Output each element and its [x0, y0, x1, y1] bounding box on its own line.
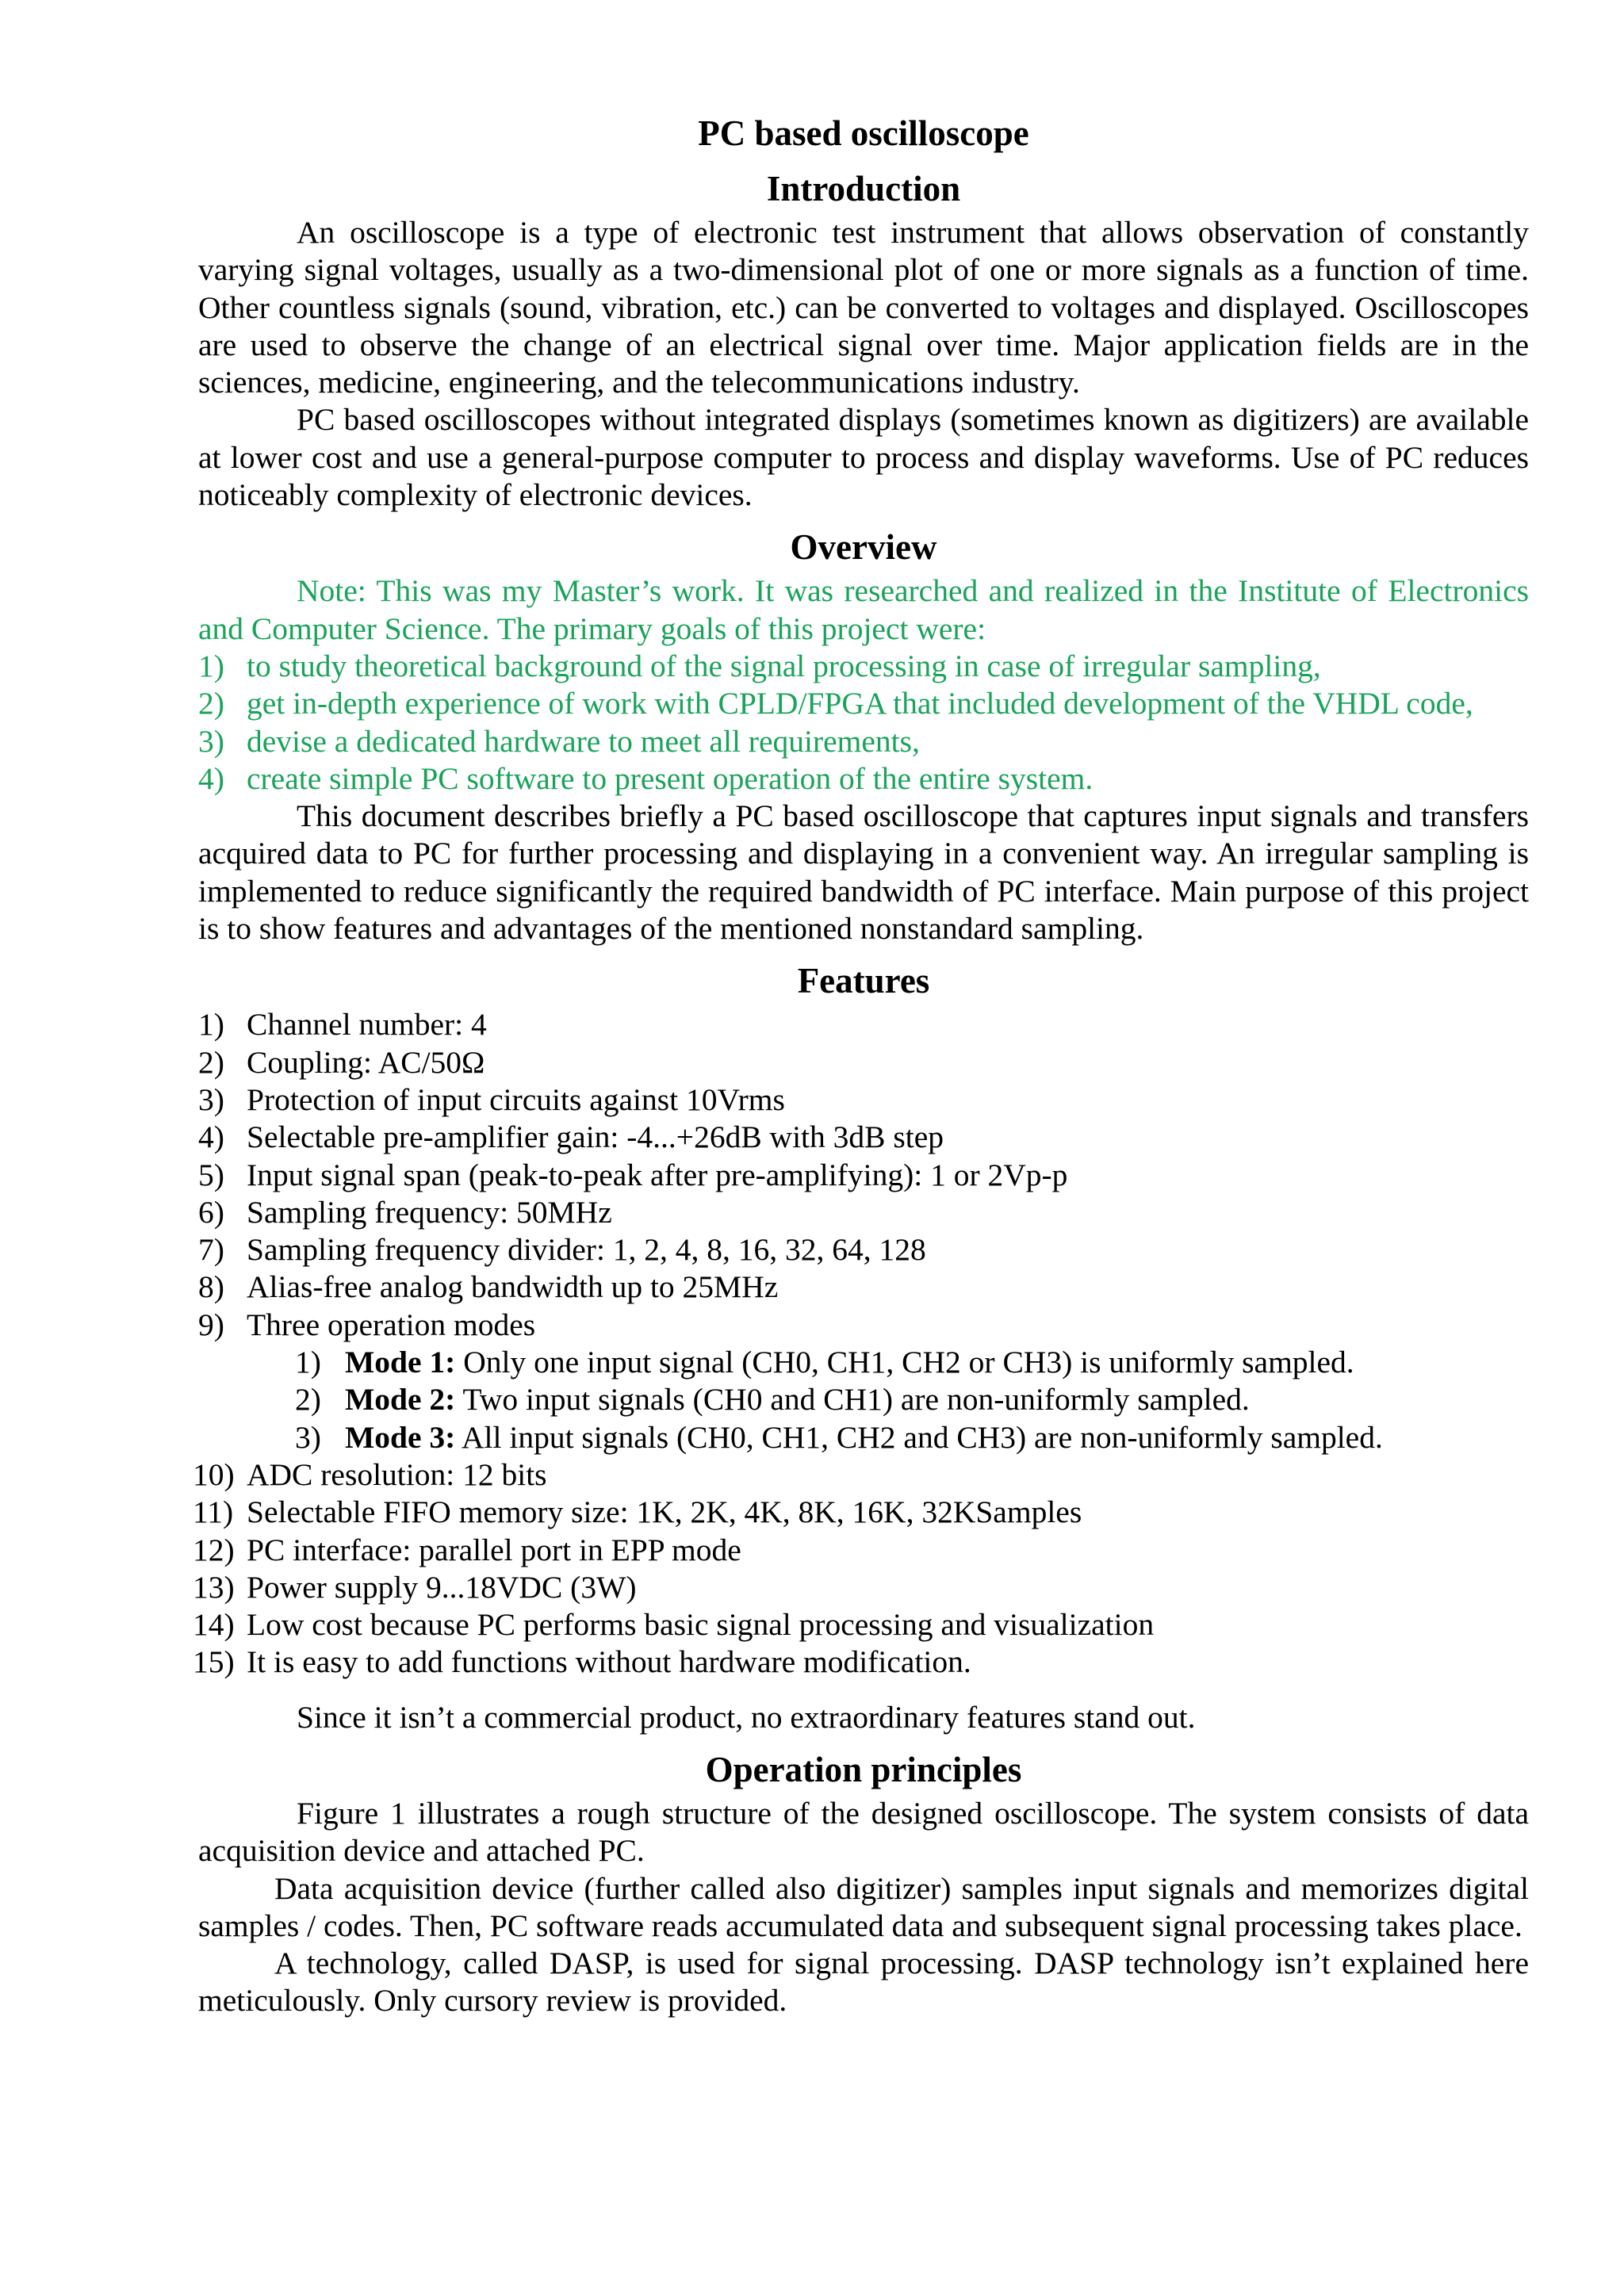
list-item: 9) Three operation modes 1) Mode 1: Only one input signal (CH0, CH1, CH2 or CH3) is uniformly sampled. 2) Mode 2: Two input signals (CH0 and CH1) are non-uniformly sampled. 3) Mode 3: All input signals (CH0, CH1, CH2 and CH3) are non-uniformly sampled.: [198, 1307, 1529, 1456]
operation-paragraph-2: Data acquisition device (further called also digitizer) samples input signals and memorizes digital samples / codes. Then, PC software reads accumulated data and subsequent signal processing takes place.: [198, 1870, 1529, 1943]
list-item: 11) Selectable FIFO memory size: 1K, 2K, 4K, 8K, 16K, 32KSamples: [193, 1494, 1082, 1530]
list-item: 2) Mode 2: Two input signals (CH0 and CH1) are non-uniformly sampled.: [295, 1382, 1250, 1418]
operation-modes-list: [247, 1344, 1529, 1456]
heading-overview: Overview: [790, 527, 937, 568]
intro-paragraph-2: PC based oscilloscopes without integrated displays (sometimes known as digitizers) are available at lower cost and use a general-purpose computer to process and display waveforms. Use of PC reduces noticeably complexity of electronic devices.: [198, 402, 1529, 513]
list-item: 2) Coupling: AC/50Ω: [198, 1044, 485, 1080]
list-item: 1) to study theoretical background of the signal processing in case of irregular sampling,: [198, 648, 1321, 683]
list-item: 1) Mode 1: Only one input signal (CH0, CH1, CH2 or CH3) is uniformly sampled.: [295, 1345, 1354, 1380]
list-item: 3) Mode 3: All input signals (CH0, CH1, CH2 and CH3) are non-uniformly sampled.: [295, 1419, 1383, 1455]
list-item: 5) Input signal span (peak-to-peak after pre-amplifying): 1 or 2Vp-p: [198, 1157, 1068, 1192]
list-item: 12) PC interface: parallel port in EPP mode: [193, 1532, 741, 1567]
note-paragraph: Note: This was my Master’s work. It was researched and realized in the Institute of Electronics and Computer Science. The primary goals of this project were:: [198, 573, 1529, 646]
list-item: 1) Channel number: 4: [198, 1007, 487, 1043]
heading-features: Features: [797, 961, 930, 1001]
list-item: 4) create simple PC software to present operation of the entire system.: [198, 760, 1094, 796]
list-item: 4) Selectable pre-amplifier gain: -4...+26dB with 3dB step: [198, 1119, 944, 1155]
spacer: [198, 1682, 1529, 1699]
intro-paragraph-1: An oscilloscope is a type of electronic test instrument that allows observation of constantly varying signal voltages, usually as a two-dimensional plot of one or more signals as a function of time. Other countless signals (sound, vibration, etc.) can be converted to voltages and displayed. Oscilloscopes are used to observe the change of an electrical signal over time. Major application fields are in the sciences, medicine, engineering, and the telecommunications industry.: [198, 215, 1529, 400]
list-item: 13) Power supply 9...18VDC (3W): [193, 1569, 637, 1605]
list-item: 6) Sampling frequency: 50MHz: [198, 1194, 612, 1230]
list-item: 15) It is easy to add functions without hardware modification.: [193, 1644, 971, 1680]
list-item: 7) Sampling frequency divider: 1, 2, 4, 8, 16, 32, 64, 128: [198, 1232, 926, 1268]
features-closing-paragraph: Since it isn’t a commercial product, no extraordinary features stand out.: [297, 1699, 1196, 1735]
master-work-note: [198, 572, 1529, 798]
features-list: [198, 1006, 1529, 1456]
list-item: 3) Protection of input circuits against 10Vrms: [198, 1081, 785, 1117]
list-item: 10) ADC resolution: 12 bits: [193, 1456, 547, 1492]
operation-paragraph-1: Figure 1 illustrates a rough structure of the designed oscilloscope. The system consists of data acquisition device and attached PC.: [198, 1795, 1529, 1869]
list-item: 2) get in-depth experience of work with CPLD/FPGA that included development of the VHDL code,: [198, 686, 1473, 721]
goals-list: [198, 648, 1529, 798]
document-page: [193, 111, 1529, 2020]
features-list-continued: [193, 1456, 1529, 1682]
heading-introduction: Introduction: [766, 169, 961, 209]
heading-operation-principles: Operation principles: [705, 1749, 1022, 1789]
list-item: 14) Low cost because PC performs basic signal processing and visualization: [193, 1607, 1155, 1643]
list-item: 8) Alias-free analog bandwidth up to 25MHz: [198, 1269, 779, 1305]
overview-paragraph: This document describes briefly a PC based oscilloscope that captures input signals and transfers acquired data to PC for further processing and displaying in a convenient way. An irregular sampling is implemented to reduce significantly the required bandwidth of PC interface. Main purpose of this project is to show features and advantages of the mentioned nonstandard sampling.: [198, 798, 1529, 947]
list-item: 3) devise a dedicated hardware to meet all requirements,: [198, 723, 920, 759]
operation-paragraph-3: A technology, called DASP, is used for signal processing. DASP technology isn’t explained here meticulously. Only cursory review is provided.: [198, 1946, 1529, 2019]
document-title: PC based oscilloscope: [698, 113, 1029, 153]
